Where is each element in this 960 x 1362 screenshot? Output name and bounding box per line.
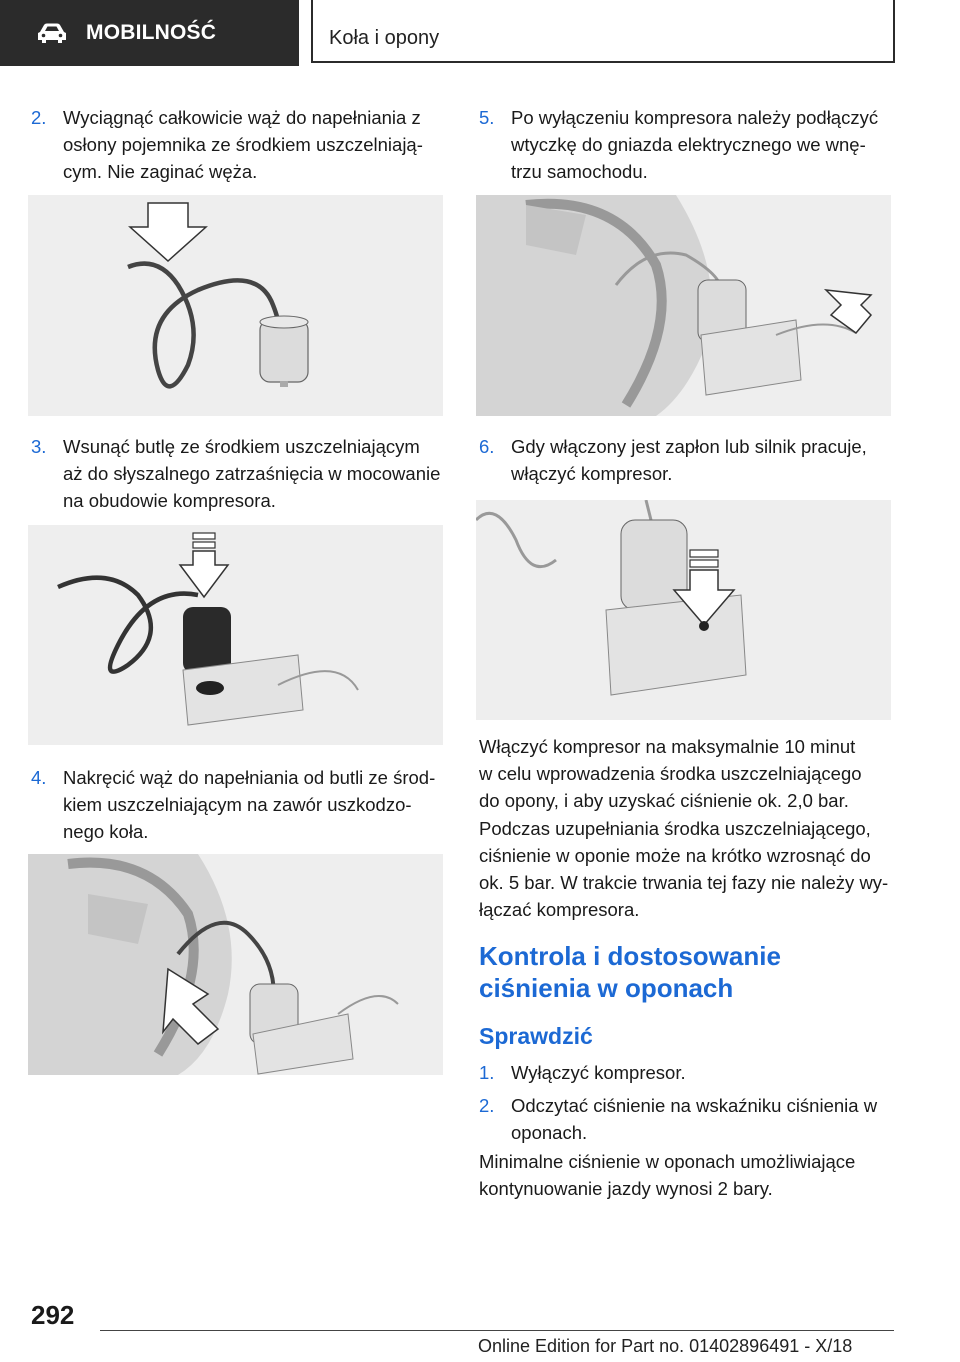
section-title: MOBILNOŚĆ — [86, 21, 217, 44]
illustration-plug-socket — [476, 195, 891, 416]
step-text-line: Odczytać ciśnienie na wskaźniku ciśnienia w — [511, 1095, 878, 1116]
step-text-line: oponach. — [511, 1122, 588, 1143]
step-text-line: Wyłączyć kompresor. — [511, 1062, 686, 1083]
paragraph-line: ok. 5 bar. W trakcie trwania tej fazy nie należy wy‐ — [479, 872, 889, 893]
step-3 — [31, 433, 451, 514]
step-text-line: cym. Nie zaginać węża. — [63, 161, 258, 182]
step-text-line: Gdy włączony jest zapłon lub silnik pracuje, — [511, 436, 867, 457]
check-step-2 — [479, 1092, 899, 1146]
illustration-bottle-insert — [28, 525, 443, 745]
step-text-line: osłony pojemnika ze środkiem uszczelniają‐ — [63, 134, 423, 155]
illustration-hose-to-valve — [28, 854, 443, 1075]
step-text-line: Wsunąć butlę ze środkiem uszczelniającym — [63, 436, 420, 457]
step-number: 1. — [479, 1062, 495, 1083]
step-text-line: kiem uszczelniającym na zawór uszkodzo‐ — [63, 794, 412, 815]
step-text-line: Nakręcić wąż do napełniania od butli ze środ‐ — [63, 767, 436, 788]
page-number: 292 — [31, 1300, 75, 1330]
chapter-title: Koła i opony — [329, 27, 440, 49]
paragraph-minimum-pressure — [479, 1148, 899, 1202]
paragraph-pressure-rise — [479, 815, 899, 923]
paragraph-line: kontynuowanie jazdy wynosi 2 bary. — [479, 1178, 773, 1199]
illustration-compressor-on — [476, 500, 891, 720]
step-text-line: aż do słyszalnego zatrzaśnięcia w mocowanie — [63, 463, 441, 484]
step-2 — [31, 104, 451, 185]
step-text-line: trzu samochodu. — [511, 161, 648, 182]
paragraph-line: w celu wprowadzenia środka uszczelniającego — [479, 763, 862, 784]
illustration-hose-canister — [28, 195, 443, 416]
step-number: 2. — [479, 1095, 495, 1116]
step-number: 2. — [31, 107, 47, 128]
section-heading: Kontrola i dostosowanie ciśnienia w oponach — [479, 941, 781, 1003]
step-text-line: Wyciągnąć całkowicie wąż do napełniania z — [63, 107, 421, 128]
step-number: 4. — [31, 767, 47, 788]
car-icon — [36, 22, 68, 44]
paragraph-line: Włączyć kompresor na maksymalnie 10 minut — [479, 736, 856, 757]
step-text-line: Po wyłączeniu kompresora należy podłączyć — [511, 107, 879, 128]
footer-divider — [100, 1330, 894, 1331]
check-step-1 — [479, 1059, 899, 1086]
chapter-tab — [311, 0, 895, 63]
subheading-check: Sprawdzić — [479, 1023, 593, 1049]
step-4 — [31, 764, 451, 845]
step-number: 6. — [479, 436, 495, 457]
step-5 — [479, 104, 899, 185]
step-6 — [479, 433, 899, 487]
footer-edition: Online Edition for Part no. 01402896491 - X/18 — [478, 1336, 853, 1356]
section-tab — [0, 0, 299, 66]
step-text-line: wtyczkę do gniazda elektrycznego we wnę‐ — [511, 134, 866, 155]
paragraph-duration — [479, 733, 899, 814]
step-text-line: na obudowie kompresora. — [63, 490, 276, 511]
step-text-line: włączyć kompresor. — [511, 463, 673, 484]
paragraph-line: Podczas uzupełniania środka uszczelniającego, — [479, 818, 871, 839]
paragraph-line: łączać kompresora. — [479, 899, 640, 920]
step-text-line: nego koła. — [63, 821, 149, 842]
step-number: 3. — [31, 436, 47, 457]
paragraph-line: do opony, i aby uzyskać ciśnienie ok. 2,0 bar. — [479, 790, 849, 811]
step-number: 5. — [479, 107, 495, 128]
paragraph-line: ciśnienie w oponie może na krótko wzrosnąć do — [479, 845, 871, 866]
paragraph-line: Minimalne ciśnienie w oponach umożliwiające — [479, 1151, 856, 1172]
